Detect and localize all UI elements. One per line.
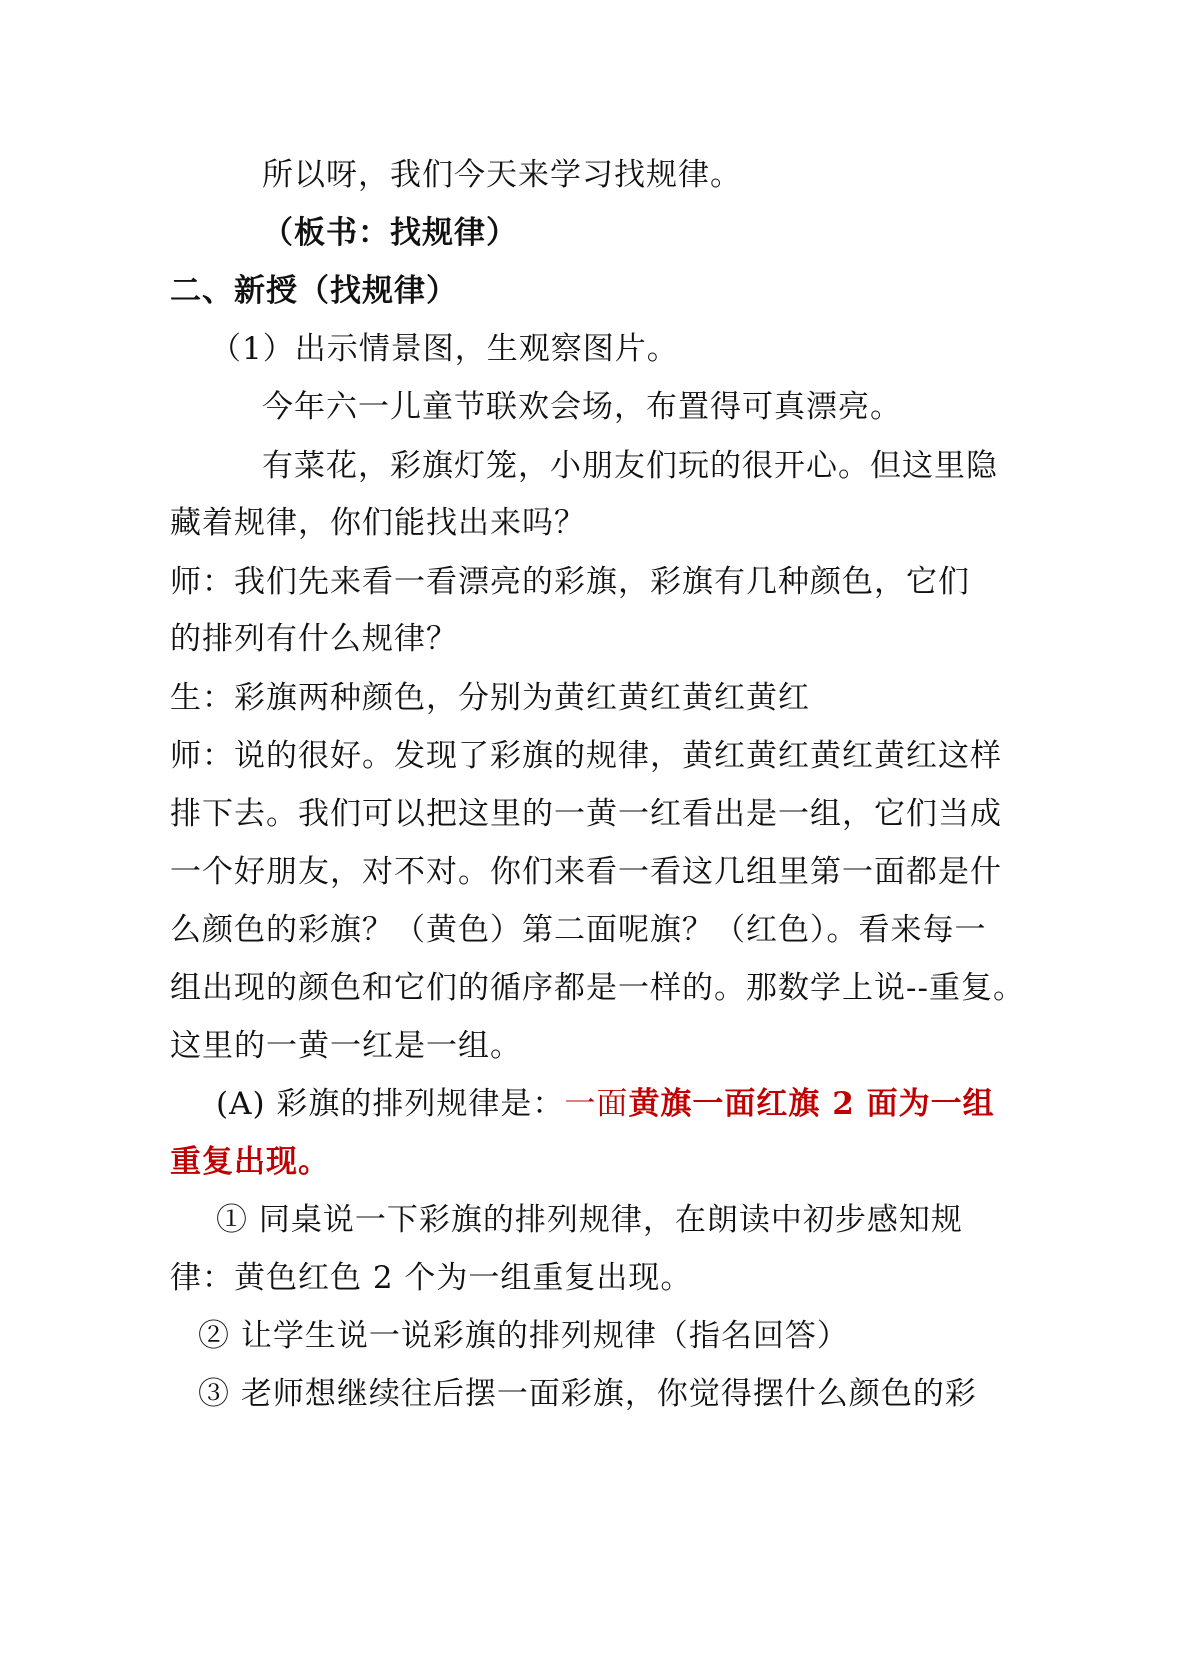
- step-heading: （1）出示情景图，生观察图片。: [210, 331, 679, 367]
- dialogue-teacher: 师：我们先来看一看漂亮的彩旗，彩旗有几种颜色，它们: [170, 564, 970, 600]
- dialogue-teacher: 师：说的很好。发现了彩旗的规律，黄红黄红黄红黄红这样: [170, 738, 1002, 774]
- dialogue-teacher-cont: 的排列有什么规律？: [170, 621, 458, 657]
- board-note: （板书：找规律）: [262, 215, 518, 251]
- step-item: ① 同桌说一下彩旗的排列规律，在朗读中初步感知规: [216, 1202, 963, 1238]
- dialogue-student: 生：彩旗两种颜色，分别为黄红黄红黄红黄红: [170, 680, 810, 716]
- paragraph-line: 藏着规律，你们能找出来吗？: [170, 505, 586, 541]
- paragraph-line: 有菜花，彩旗灯笼，小朋友们玩的很开心。但这里隐: [262, 448, 998, 484]
- step-item-cont: 律：黄色红色 2 个为一组重复出现。: [170, 1260, 693, 1296]
- section-heading: 二、新授（找规律）: [170, 273, 458, 309]
- dialogue-teacher-cont: 一个好朋友，对不对。你们来看一看这几组里第一面都是什: [170, 854, 1002, 890]
- rule-highlight-bold: 黄旗一面红旗 2 面为一组: [628, 1086, 995, 1122]
- dialogue-teacher-cont: 这里的一黄一红是一组。: [170, 1028, 522, 1064]
- step-item: ③ 老师想继续往后摆一面彩旗，你觉得摆什么颜色的彩: [198, 1376, 977, 1412]
- paragraph-line: 今年六一儿童节联欢会场，布置得可真漂亮。: [262, 389, 902, 425]
- dialogue-teacher-cont: 么颜色的彩旗？（黄色）第二面呢旗？（红色）。看来每一: [170, 912, 987, 948]
- dialogue-teacher-cont: 组出现的颜色和它们的循序都是一样的。那数学上说--重复。: [170, 970, 1025, 1006]
- paragraph-intro: 所以呀，我们今天来学习找规律。: [262, 157, 742, 193]
- dialogue-teacher-cont: 排下去。我们可以把这里的一黄一红看出是一组，它们当成: [170, 796, 1002, 832]
- rule-statement-cont: 重复出现。: [170, 1144, 330, 1180]
- step-item: ② 让学生说一说彩旗的排列规律（指名回答）: [198, 1318, 849, 1354]
- rule-statement: [216, 1084, 995, 1124]
- rule-prefix: (A) 彩旗的排列规律是：: [216, 1086, 565, 1122]
- rule-highlight-normal: 一面: [564, 1086, 629, 1122]
